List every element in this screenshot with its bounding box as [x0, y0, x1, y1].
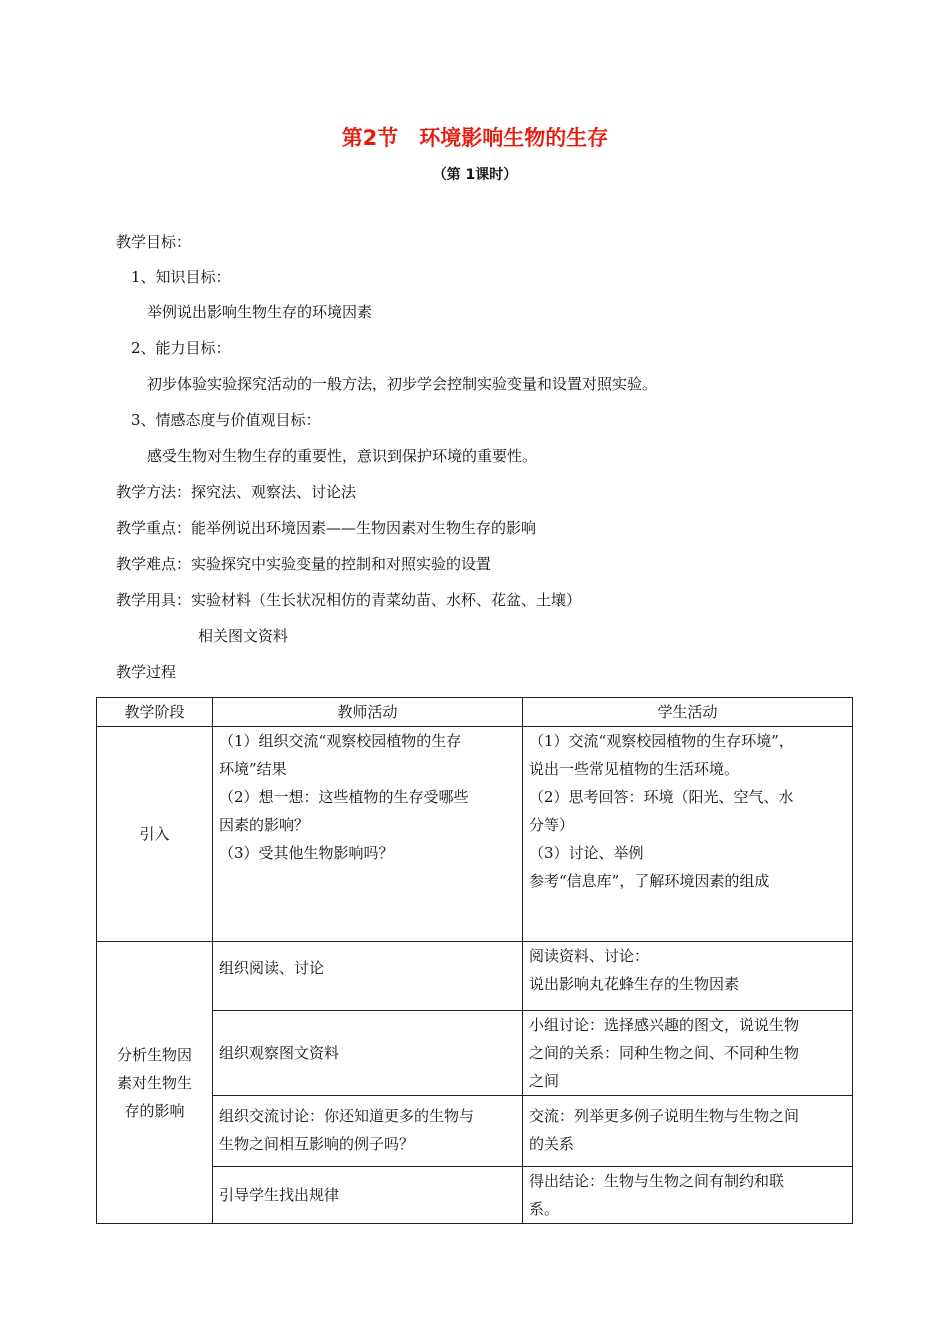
- student-activity-rule: [523, 1167, 853, 1224]
- stage-intro: 引入: [97, 727, 213, 942]
- teaching-process-table: [96, 697, 853, 1224]
- student-line: 交流：列举更多例子说明生物与生物之间: [529, 1107, 800, 1125]
- table-header-row: [97, 698, 853, 727]
- teacher-activity-intro: [213, 727, 523, 942]
- teaching-key-point: 教学重点：能举例说出环境因素——生物因素对生物生存的影响: [116, 519, 537, 537]
- teaching-tools-extra: 相关图文资料: [198, 627, 289, 645]
- objective-knowledge-content: 举例说出影响生物生存的环境因素: [147, 303, 373, 321]
- header-teacher: 教师活动: [213, 698, 523, 727]
- stage-analysis: [97, 942, 213, 1224]
- header-stage: 教学阶段: [97, 698, 213, 727]
- teaching-method: 教学方法：探究法、观察法、讨论法: [116, 483, 357, 501]
- teacher-activity-reading: [213, 942, 523, 1011]
- objective-attitude-label: 3、情感态度与价值观目标：: [131, 411, 321, 429]
- student-line: 之间的关系：同种生物之间、不同种生物: [529, 1044, 800, 1062]
- teacher-line: （2）想一想：这些植物的生存受哪些: [219, 788, 469, 806]
- student-line: 系。: [529, 1200, 560, 1218]
- stage-line: 分析生物因: [116, 1045, 192, 1064]
- table-row-analysis-1: [97, 942, 853, 1011]
- teacher-line: 组织交流讨论：你还知道更多的生物与: [219, 1107, 475, 1125]
- student-activity-reading: [523, 942, 853, 1011]
- student-line: （1）交流“观察校园植物的生存环境”，: [529, 732, 794, 750]
- process-heading: 教学过程: [116, 663, 177, 681]
- teacher-line: 引导学生找出规律: [219, 1186, 340, 1204]
- objective-knowledge-label: 1、知识目标：: [131, 268, 231, 286]
- objectives-heading: 教学目标：: [116, 233, 192, 251]
- teacher-line: （1）组织交流“观察校园植物的生存: [219, 732, 462, 750]
- student-line: （3）讨论、举例: [529, 844, 644, 862]
- student-line: 得出结论：生物与生物之间有制约和联: [529, 1172, 785, 1190]
- teaching-difficulty: 教学难点：实验探究中实验变量的控制和对照实验的设置: [116, 555, 492, 573]
- stage-line: 存的影响: [124, 1101, 185, 1120]
- student-activity-intro: [523, 727, 853, 942]
- objective-ability-content: 初步体验实验探究活动的一般方法，初步学会控制实验变量和设置对照实验。: [147, 375, 658, 393]
- student-line: 说出一些常见植物的生活环境。: [529, 760, 740, 778]
- student-line: 参考“信息库”，了解环境因素的组成: [529, 872, 770, 890]
- teacher-line: 因素的影响？: [219, 816, 310, 834]
- page-title: 第2节 环境影响生物的生存: [341, 126, 609, 150]
- header-student: 学生活动: [523, 698, 853, 727]
- teacher-line: 组织观察图文资料: [219, 1044, 340, 1062]
- teaching-tools: 教学用具：实验材料（生长状况相仿的青菜幼苗、水杯、花盆、土壤）: [116, 591, 582, 609]
- teacher-line: 环境”结果: [219, 760, 287, 778]
- student-line: 小组讨论：选择感兴趣的图文，说说生物: [529, 1016, 800, 1034]
- teacher-activity-exchange: [213, 1096, 523, 1167]
- teacher-activity-observe: [213, 1011, 523, 1096]
- student-line: 的关系: [529, 1135, 575, 1153]
- table-row-intro: [97, 727, 853, 942]
- student-activity-observe: [523, 1011, 853, 1096]
- student-activity-exchange: [523, 1096, 853, 1167]
- stage-line: 素对生物生: [116, 1073, 192, 1092]
- student-line: 说出影响丸花蜂生存的生物因素: [529, 975, 740, 993]
- lesson-subtitle: （第 1课时）: [432, 167, 518, 183]
- student-line: （2）思考回答：环境（阳光、空气、水: [529, 788, 794, 806]
- teacher-activity-rule: [213, 1167, 523, 1224]
- student-line: 之间: [529, 1072, 560, 1090]
- teacher-line: 组织阅读、讨论: [219, 959, 325, 977]
- teacher-line: （3）受其他生物影响吗？: [219, 844, 394, 862]
- student-line: 分等）: [529, 816, 575, 834]
- objective-attitude-content: 感受生物对生物生存的重要性，意识到保护环境的重要性。: [147, 447, 538, 465]
- student-line: 阅读资料、讨论：: [529, 947, 650, 965]
- objective-ability-label: 2、能力目标：: [131, 339, 231, 357]
- teacher-line: 生物之间相互影响的例子吗？: [219, 1135, 415, 1153]
